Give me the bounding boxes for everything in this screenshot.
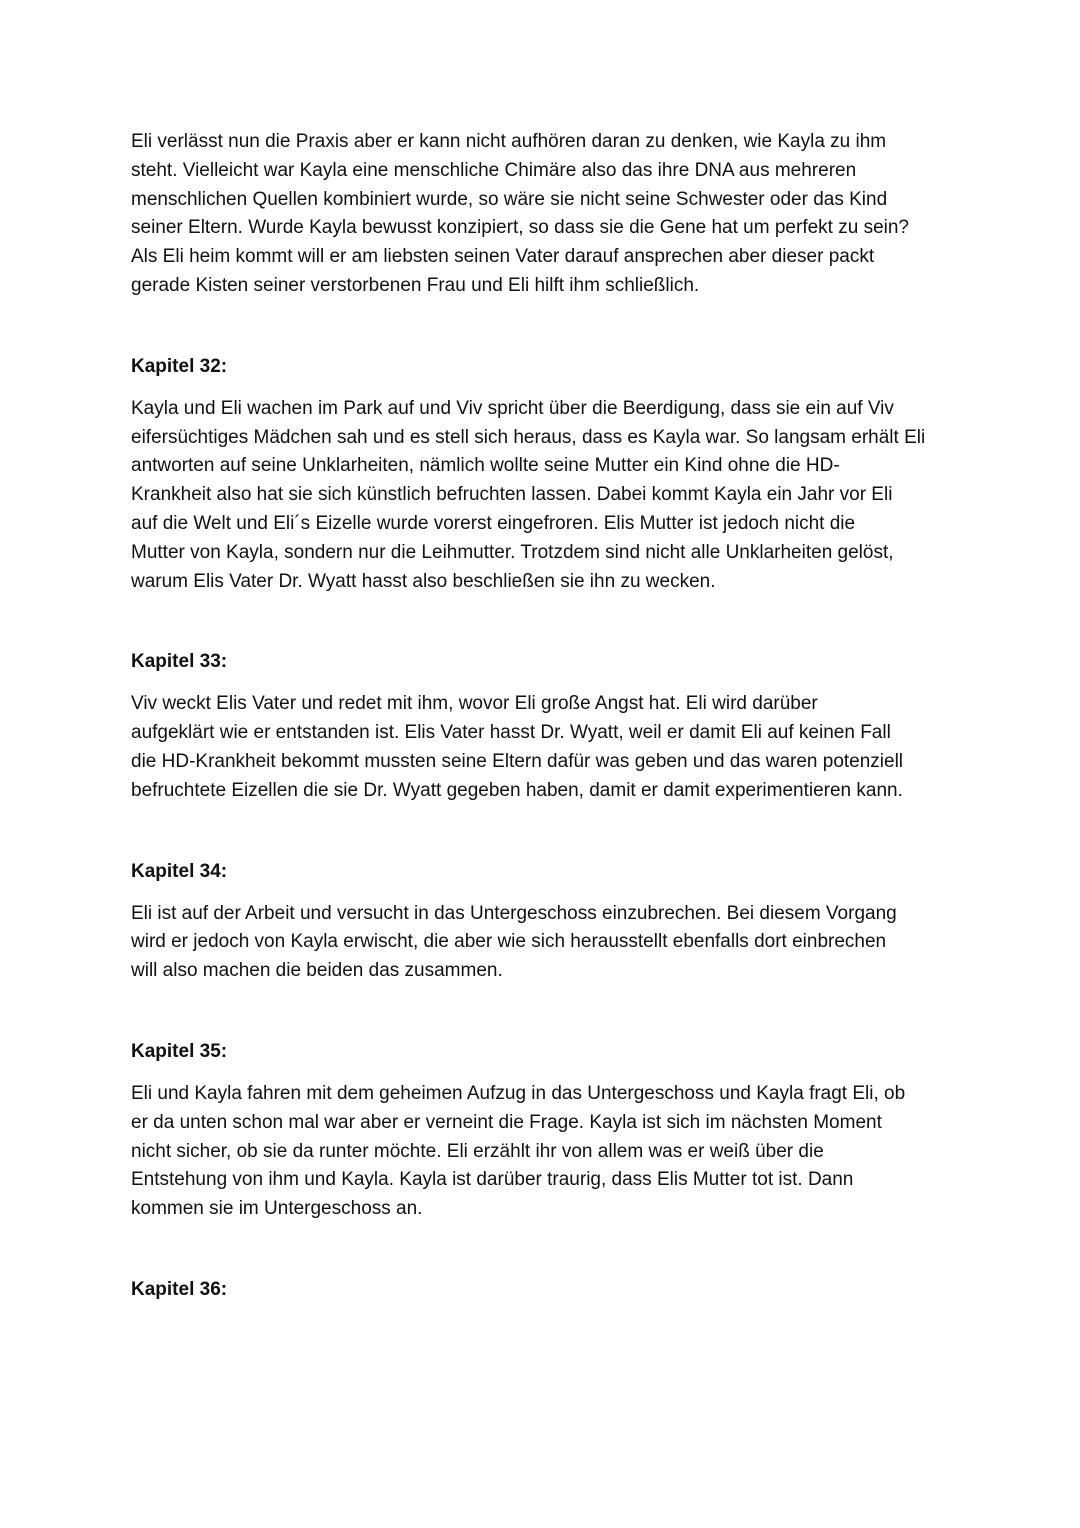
- chapter-32-paragraph: Kayla und Eli wachen im Park auf und Viv spricht über die Beerdigung, dass sie ein auf Viv eifersüchtiges Mädchen sah und es stell sich heraus, dass es Kayla war. So langsam erhält Eli antworten auf seine Unklarheiten, nämlich wollte seine Mutter ein Kind ohne die HD- Krankheit also hat sie sich künstlich befruchten lassen. Dabei kommt Kayla ein Jahr vor Eli auf die Welt und Eli´s Eizelle wurde vorerst eingefroren. Elis Mutter ist jedoch nicht die Mutter von Kayla, sondern nur die Leihmutter. Trotzdem sind nicht alle Unklarheiten gelöst, warum Elis Vater Dr. Wyatt hasst also beschließen sie ihn zu wecken.: [131, 397, 926, 592]
- chapter-33-heading: Kapitel 33:: [131, 651, 228, 673]
- chapter-36-section: [131, 1276, 961, 1304]
- chapter-35-heading: Kapitel 35:: [131, 1040, 228, 1062]
- chapter-34-paragraph: Eli ist auf der Arbeit und versucht in das Untergeschoss einzubrechen. Bei diesem Vorgang wird er jedoch von Kayla erwischt, die aber wie sich herausstellt ebenfalls dort einbrechen will also machen die beiden das zusammen.: [131, 902, 897, 982]
- chapter-35-paragraph: Eli und Kayla fahren mit dem geheimen Aufzug in das Untergeschoss und Kayla fragt Eli, ob er da unten schon mal war aber er verneint die Frage. Kayla ist sich im nächsten Moment nicht sicher, ob sie da runter möchte. Eli erzählt ihr von allem was er weiß über die Entstehung von ihm und Kayla. Kayla ist darüber traurig, dass Elis Mutter tot ist. Dann kommen sie im Untergeschoss an.: [131, 1082, 906, 1220]
- chapter-36-heading: Kapitel 36:: [131, 1278, 228, 1300]
- chapter-34-section: [131, 858, 961, 986]
- chapter-34-heading: Kapitel 34:: [131, 860, 228, 882]
- intro-paragraph: Eli verlässt nun die Praxis aber er kann nicht aufhören daran zu denken, wie Kayla zu ihm steht. Vielleicht war Kayla eine menschliche Chimäre also das ihre DNA aus mehreren menschlichen Quellen kombiniert wurde, so wäre sie nicht seine Schwester oder das Kind seiner Eltern. Wurde Kayla bewusst konzipiert, so dass sie die Gene hat um perfekt zu sein? Als Eli heim kommt will er am liebsten seinen Vater darauf ansprechen aber dieser packt gerade Kisten seiner verstorbenen Frau und Eli hilft ihm schließlich.: [131, 131, 909, 296]
- chapter-35-section: [131, 1038, 961, 1224]
- chapter-32-heading: Kapitel 32:: [131, 355, 228, 377]
- document-page: [131, 128, 961, 1318]
- chapter-33-section: [131, 648, 961, 805]
- chapter-32-section: [131, 353, 961, 597]
- chapter-33-paragraph: Viv weckt Elis Vater und redet mit ihm, wovor Eli große Angst hat. Eli wird darüber aufgeklärt wie er entstanden ist. Elis Vater hasst Dr. Wyatt, weil er damit Eli auf keinen Fall die HD-Krankheit bekommt mussten seine Eltern dafür was geben und das waren potenziell befruchtete Eizellen die sie Dr. Wyatt gegeben haben, damit er damit experimentieren kann.: [131, 693, 904, 801]
